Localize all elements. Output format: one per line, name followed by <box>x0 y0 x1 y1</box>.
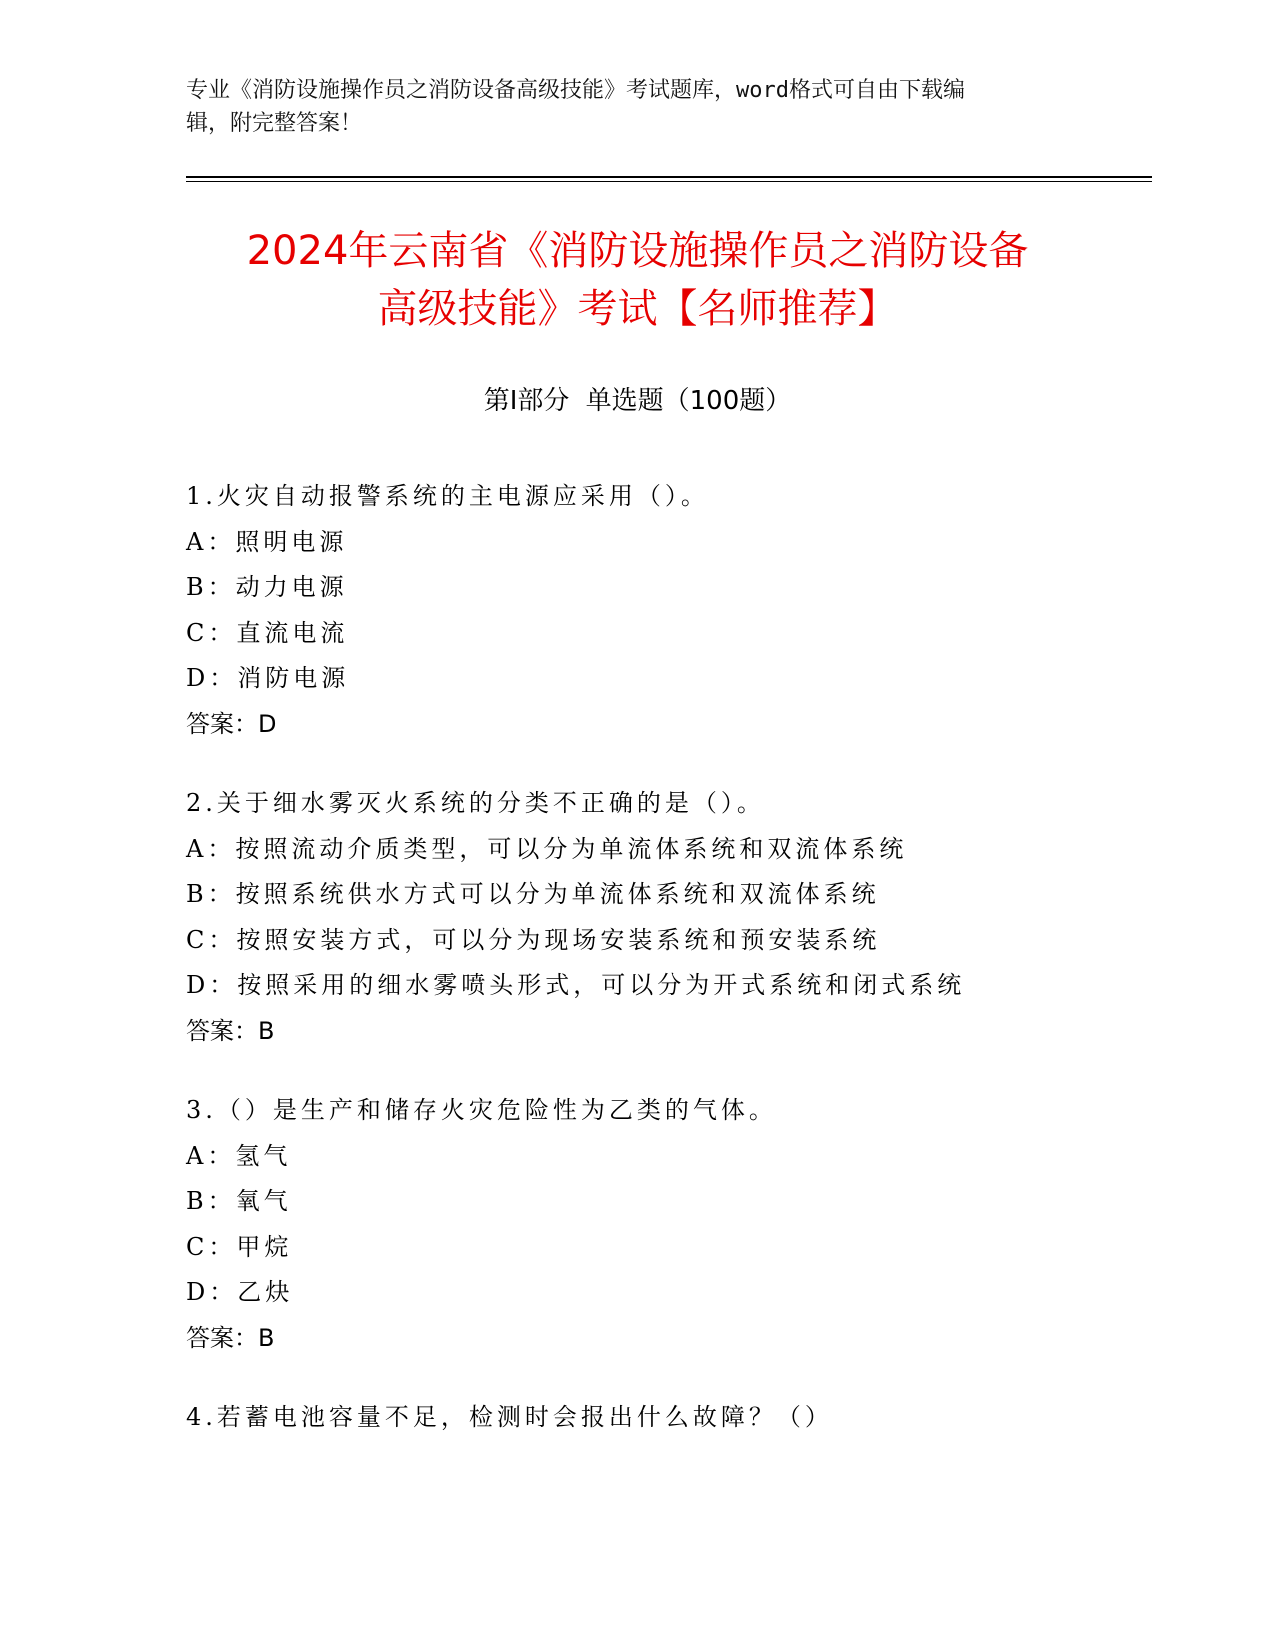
option-c: C：甲烷 <box>186 1232 293 1261</box>
option-b: B：动力电源 <box>186 573 348 601</box>
option-b: B：按照系统供水方式可以分为单流体系统和双流体系统 <box>186 880 880 908</box>
option-d: D：消防电源 <box>186 664 350 692</box>
question-item <box>186 1088 1146 1361</box>
option-a: A：氢气 <box>186 1141 292 1170</box>
document-title-line: 2024年云南省《消防设施操作员之消防设备 <box>246 228 1029 274</box>
option-b: B：氧气 <box>186 1187 292 1215</box>
document-title-line: 高级技能》考试【名师推荐】 <box>377 286 898 332</box>
question-list <box>186 474 1146 1475</box>
option-c: C：按照安装方式，可以分为现场安装系统和预安装系统 <box>186 925 881 954</box>
option-a: A：按照流动介质类型，可以分为单流体系统和双流体系统 <box>186 834 908 863</box>
header-divider-thin <box>186 181 1152 182</box>
section-part: 第Ⅰ部分 <box>483 386 570 416</box>
option-c: C：直流电流 <box>186 618 349 647</box>
option-d: D：乙炔 <box>186 1278 294 1306</box>
answer: 答案：B <box>186 1016 275 1045</box>
section-name: 单选题（100题） <box>585 386 792 416</box>
answer: 答案：B <box>186 1323 275 1352</box>
question-stem: 2.关于细水雾灭火系统的分类不正确的是（）。 <box>186 789 765 817</box>
question-item <box>186 781 1146 1054</box>
question-stem: 3.（）是生产和储存火灾危险性为乙类的气体。 <box>186 1096 777 1124</box>
answer: 答案：D <box>186 709 277 738</box>
section-title <box>0 383 1275 419</box>
question-item <box>186 474 1146 747</box>
question-item <box>186 1395 1146 1441</box>
header-divider <box>186 176 1152 178</box>
header-note <box>186 74 1066 140</box>
question-stem: 1.火灾自动报警系统的主电源应采用（）。 <box>186 482 709 510</box>
question-stem: 4.若蓄电池容量不足，检测时会报出什么故障？（） <box>186 1403 833 1431</box>
option-a: A：照明电源 <box>186 527 348 556</box>
header-note-line: 辑，附完整答案！ <box>186 111 363 136</box>
option-d: D：按照采用的细水雾喷头形式，可以分为开式系统和闭式系统 <box>186 971 966 999</box>
header-note-line: 专业《消防设施操作员之消防设备高级技能》考试题库，word格式可自由下载编 <box>186 78 965 103</box>
document-title <box>140 222 1135 338</box>
